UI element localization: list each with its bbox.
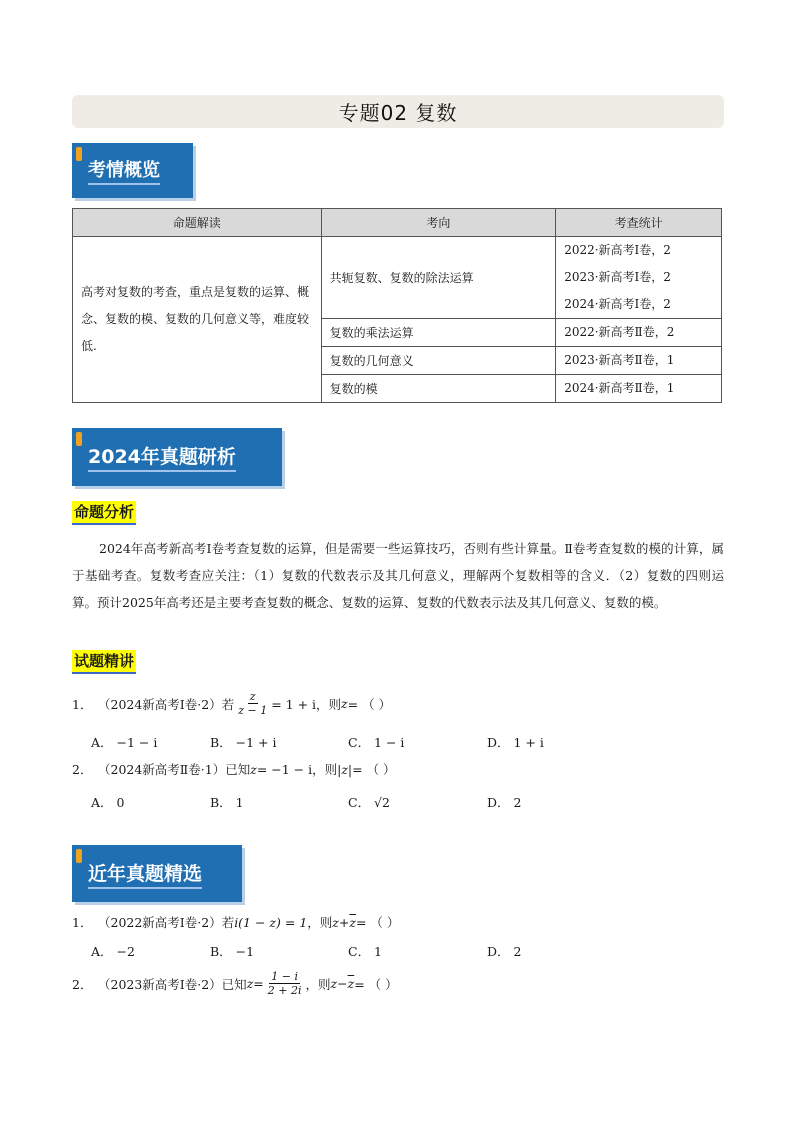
badge-tab-marker — [76, 147, 82, 161]
option-d[interactable]: D． 2 — [487, 944, 522, 959]
abs-value: |z| — [337, 761, 353, 777]
stat-line: 2023·新高考Ⅱ卷，1 — [564, 353, 675, 367]
expression: i(1 − z) = 1 — [234, 914, 308, 930]
badge-tab-marker — [76, 849, 82, 863]
page-title: 专题02 复数 — [338, 101, 458, 125]
question-end: = （ ） — [354, 976, 398, 992]
question-text: ，则 — [305, 976, 331, 992]
fraction-denominator: z − 1 — [238, 704, 268, 717]
section-badge-label: 近年真题精选 — [88, 859, 202, 889]
table-topic-cell: 复数的乘法运算 — [321, 319, 556, 347]
option-c[interactable]: C． 1 − i — [348, 735, 405, 750]
table-header-row — [73, 209, 722, 237]
stat-line: 2024·新高考Ⅱ卷，1 — [564, 381, 675, 395]
question-source: （2023新高考Ⅰ卷·2）已知 — [98, 976, 247, 992]
table-stats-cell — [556, 375, 722, 403]
option-d[interactable]: D． 1 + i — [487, 735, 544, 750]
option-a[interactable]: A． −2 — [91, 944, 135, 959]
variable: z — [250, 761, 257, 777]
table-row — [73, 237, 722, 319]
fraction — [266, 970, 304, 997]
option-a[interactable]: A． −1 − i — [91, 735, 158, 750]
section-badge-label: 考情概览 — [88, 156, 160, 185]
fraction — [236, 690, 269, 717]
table-stats-cell — [556, 347, 722, 375]
question-number: 2． — [72, 976, 93, 992]
section-badge-recent-selection — [72, 845, 242, 902]
table-header-cell: 命题解读 — [73, 209, 322, 237]
question-2022-1 — [72, 913, 399, 931]
question-source: （2024新高考Ⅰ卷·2）若 — [98, 696, 235, 712]
table-header-cell: 考查统计 — [556, 209, 722, 237]
question-text: = — [253, 976, 264, 991]
operator: + — [338, 914, 350, 930]
option-b[interactable]: B． −1 + i — [210, 735, 277, 750]
section-badge-2024-analysis — [72, 428, 282, 486]
practice-label: 试题精讲 — [72, 650, 136, 674]
section-badge-overview — [72, 143, 193, 198]
option-d[interactable]: D． 2 — [487, 795, 522, 810]
option-b[interactable]: B． 1 — [210, 795, 244, 810]
stat-line: 2024·新高考Ⅰ卷，2 — [564, 297, 671, 311]
variable: z — [246, 976, 254, 991]
question-text: ，则 — [307, 915, 333, 930]
table-description-cell: 高考对复数的考查，重点是复数的运算、概念、复数的模、复数的几何意义等，难度较低. — [73, 237, 322, 403]
table-stats-cell — [556, 237, 722, 319]
table-topic-cell: 复数的几何意义 — [321, 347, 556, 375]
question-source: （2022新高考Ⅰ卷·2）若 — [98, 915, 235, 930]
question-number: 2． — [72, 762, 93, 777]
question-text: = 1 + i，则 — [271, 696, 342, 712]
conjugate-variable: $\overline{z}$ — [349, 914, 356, 930]
fraction-numerator: 1 − i — [271, 970, 298, 983]
fraction-numerator: z — [249, 690, 256, 703]
table-header-cell: 考向 — [321, 209, 556, 237]
question-number: 1． — [72, 696, 93, 712]
variable: z — [341, 696, 348, 711]
option-a[interactable]: A． 0 — [91, 795, 125, 810]
stat-line: 2022·新高考Ⅰ卷，2 — [564, 243, 671, 257]
variable: z — [332, 914, 339, 930]
question-text: = −1 − i，则 — [256, 762, 338, 777]
question-source: （2024新高考Ⅱ卷·1）已知 — [98, 762, 251, 777]
stat-line: 2022·新高考Ⅱ卷，2 — [564, 325, 675, 339]
exam-overview-table — [72, 208, 722, 403]
option-b[interactable]: B． −1 — [210, 944, 255, 959]
table-topic-cell: 复数的模 — [321, 375, 556, 403]
page-title-bar — [72, 95, 724, 128]
operator: − — [337, 976, 348, 991]
question-2023-2 — [72, 970, 398, 997]
option-c[interactable]: C． 1 — [348, 944, 382, 959]
question-2024-1 — [72, 690, 391, 717]
question-end: = （ ） — [347, 696, 392, 712]
table-stats-cell — [556, 319, 722, 347]
question-end: = （ ） — [352, 762, 396, 777]
table-topic-cell: 共轭复数、复数的除法运算 — [321, 237, 556, 319]
section-badge-label: 2024年真题研析 — [88, 442, 236, 472]
badge-tab-marker — [76, 432, 82, 446]
analysis-paragraph: 2024年高考新高考Ⅰ卷考查复数的运算，但是需要一些运算技巧，否则有些计算量。Ⅱ卷考查复数的模的计算，属于基础考查。复数考查应关注：（1）复数的代数表示及其几何意义，理解两个复数相等的含义．（2）复数的四则运算。预计2025年高考还是主要考查复数的概念、复数的运算、复数的代数表示法及其几何意义、复数的模。 — [72, 541, 724, 610]
question-2024-2 — [72, 760, 396, 778]
stat-line: 2023·新高考Ⅰ卷，2 — [564, 270, 671, 284]
question-end: = （ ） — [355, 915, 400, 930]
fraction-denominator: 2 + 2i — [267, 984, 302, 997]
conjugate-variable: $\overline{z}$ — [347, 976, 355, 991]
question-number: 1． — [72, 915, 93, 930]
analysis-label: 命题分析 — [72, 501, 136, 525]
option-c[interactable]: C． √2 — [348, 795, 390, 810]
variable: z — [330, 976, 338, 991]
